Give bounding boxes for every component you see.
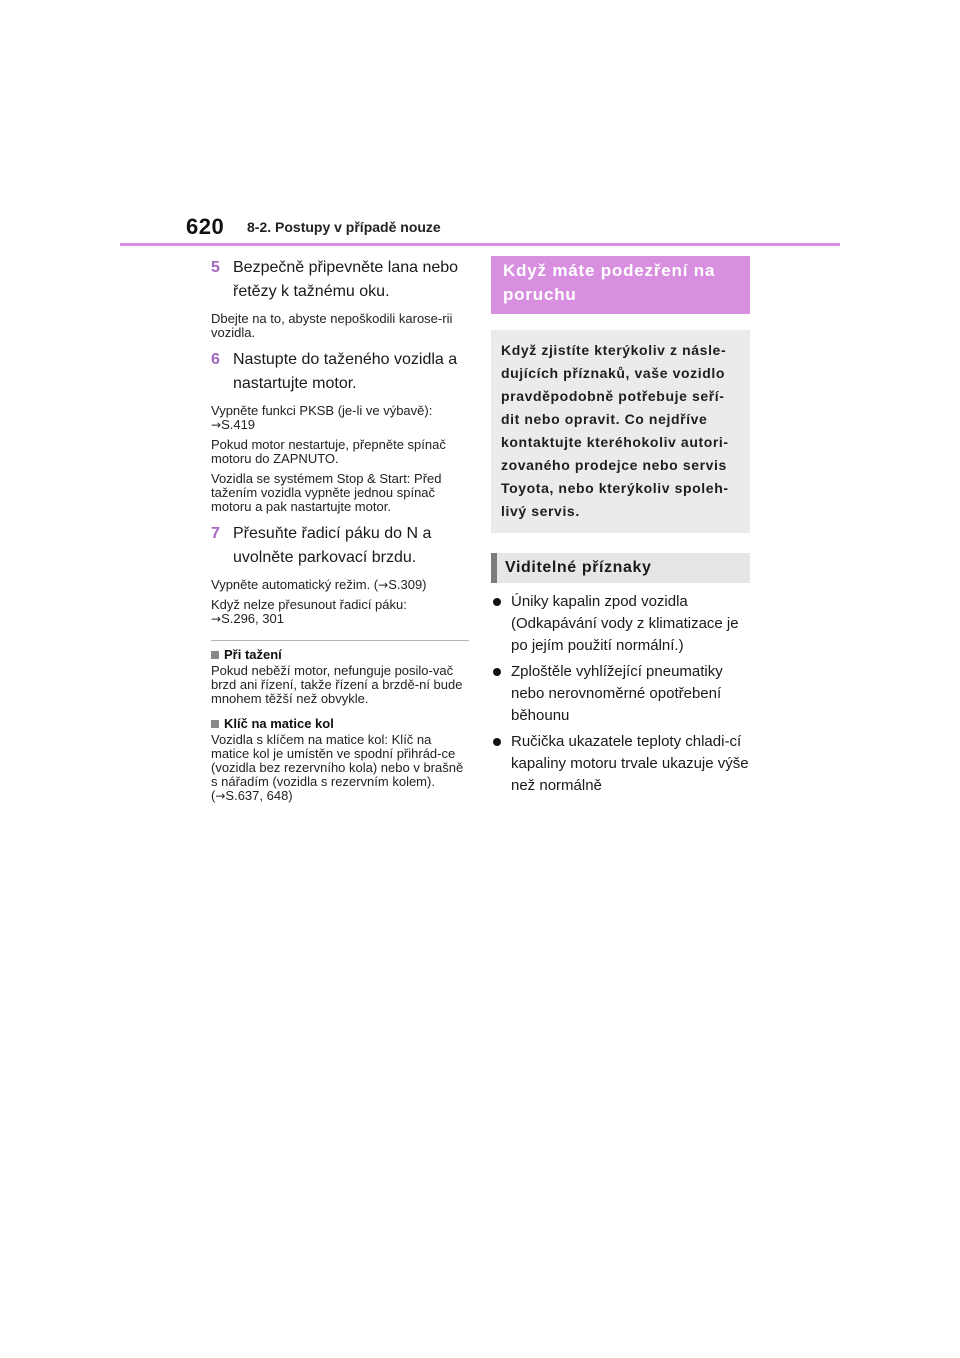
section-heading: Když máte podezření na poruchu (491, 256, 750, 314)
info-body (211, 733, 469, 803)
list-item-text: Zploštěle vyhlížející pneumatiky nebo nerovnoměrné opotřebení běhounu (511, 663, 723, 724)
step-note (211, 598, 469, 626)
step-note (211, 404, 469, 432)
square-bullet-icon (211, 651, 219, 659)
page-reference[interactable]: S.296, 301 (221, 611, 284, 626)
page-reference[interactable]: S.309) (388, 577, 427, 592)
step-5 (211, 256, 469, 304)
arrow-icon: → (211, 418, 222, 432)
intro-box: Když zjistíte kterýkoliv z násle-dujících příznaků, vaše vozidlo pravděpodobně potřebuje seří-dit nebo opravit. Co nejdříve kontaktujte kteréhokoliv autori-zovaného prodejce nebo servis Toyota, nebo kterýkoliv spoleh-livý servis. (491, 330, 750, 533)
subheading-text: Viditelné příznaky (505, 559, 652, 576)
divider (211, 640, 469, 641)
left-column (211, 256, 469, 813)
step-5-notes (211, 312, 469, 340)
header-rule (120, 243, 840, 246)
page-reference[interactable]: S.419 (221, 417, 256, 432)
subheading (491, 553, 750, 583)
step-text: Přesuňte řadicí páku do N a uvolněte parkovací brzdu. (233, 525, 432, 566)
note-text: Když nelze přesunout řadicí páku: (211, 597, 407, 612)
arrow-icon: → (211, 612, 222, 626)
step-number: 7 (211, 525, 220, 542)
step-number: 6 (211, 351, 220, 368)
info-body: Pokud neběží motor, nefunguje posilo-vač brzd ani řízení, takže řízení a brzdě-ní bude mnohem těžší než obvykle. (211, 663, 463, 706)
bullet-icon (493, 738, 501, 746)
list-item (491, 591, 750, 657)
arrow-icon: → (215, 789, 226, 803)
step-text: Bezpečně připevněte lana nebo řetězy k tažnému oku. (233, 259, 459, 300)
symptom-list (491, 591, 750, 797)
list-item (491, 731, 750, 797)
step-6-notes (211, 404, 469, 514)
step-note: Pokud motor nestartuje, přepněte spínač motoru do ZAPNUTO. (211, 437, 446, 466)
step-note (211, 578, 469, 592)
square-bullet-icon (211, 720, 219, 728)
bullet-icon (493, 668, 501, 676)
step-note: Vozidla se systémem Stop & Start: Před tažením vozidla vypněte jednou spínač motoru a pak nastartujte motor. (211, 471, 442, 514)
page-number: 620 (186, 214, 225, 239)
page-reference[interactable]: S.637, 648) (225, 788, 293, 803)
info-heading (211, 716, 469, 731)
step-7-notes (211, 578, 469, 626)
list-item (491, 661, 750, 727)
section-title: 8-2. Postupy v případě nouze (247, 219, 441, 235)
note-text: Vypněte funkci PKSB (je-li ve výbavě): (211, 403, 433, 418)
info-heading (211, 647, 469, 662)
list-item-text: Ručička ukazatele teploty chladi-cí kapaliny motoru trvale ukazuje výše než normálně (511, 733, 749, 794)
bullet-icon (493, 598, 501, 606)
step-number: 5 (211, 259, 220, 276)
info-text: Vozidla s klíčem na matice kol: Klíč na matice kol je umístěn ve spodní přihrád-ce (vozidla bez rezervního kola) nebo v brašně s nářadím (vozidla s rezervním kolem). ( (211, 732, 464, 803)
step-note: Dbejte na to, abyste nepoškodili karose-rii vozidla. (211, 311, 453, 340)
info-title: Klíč na matice kol (224, 716, 334, 731)
arrow-icon: → (378, 578, 389, 592)
note-text: Vypněte automatický režim. ( (211, 577, 379, 592)
info-title: Při tažení (224, 647, 282, 662)
list-item-text: Úniky kapalin zpod vozidla (Odkapávání vody z klimatizace je po jejím použití normální.) (511, 593, 739, 654)
step-7 (211, 522, 469, 570)
step-6 (211, 348, 469, 396)
right-column (491, 256, 750, 801)
step-text: Nastupte do taženého vozidla a nastartujte motor. (233, 351, 458, 392)
